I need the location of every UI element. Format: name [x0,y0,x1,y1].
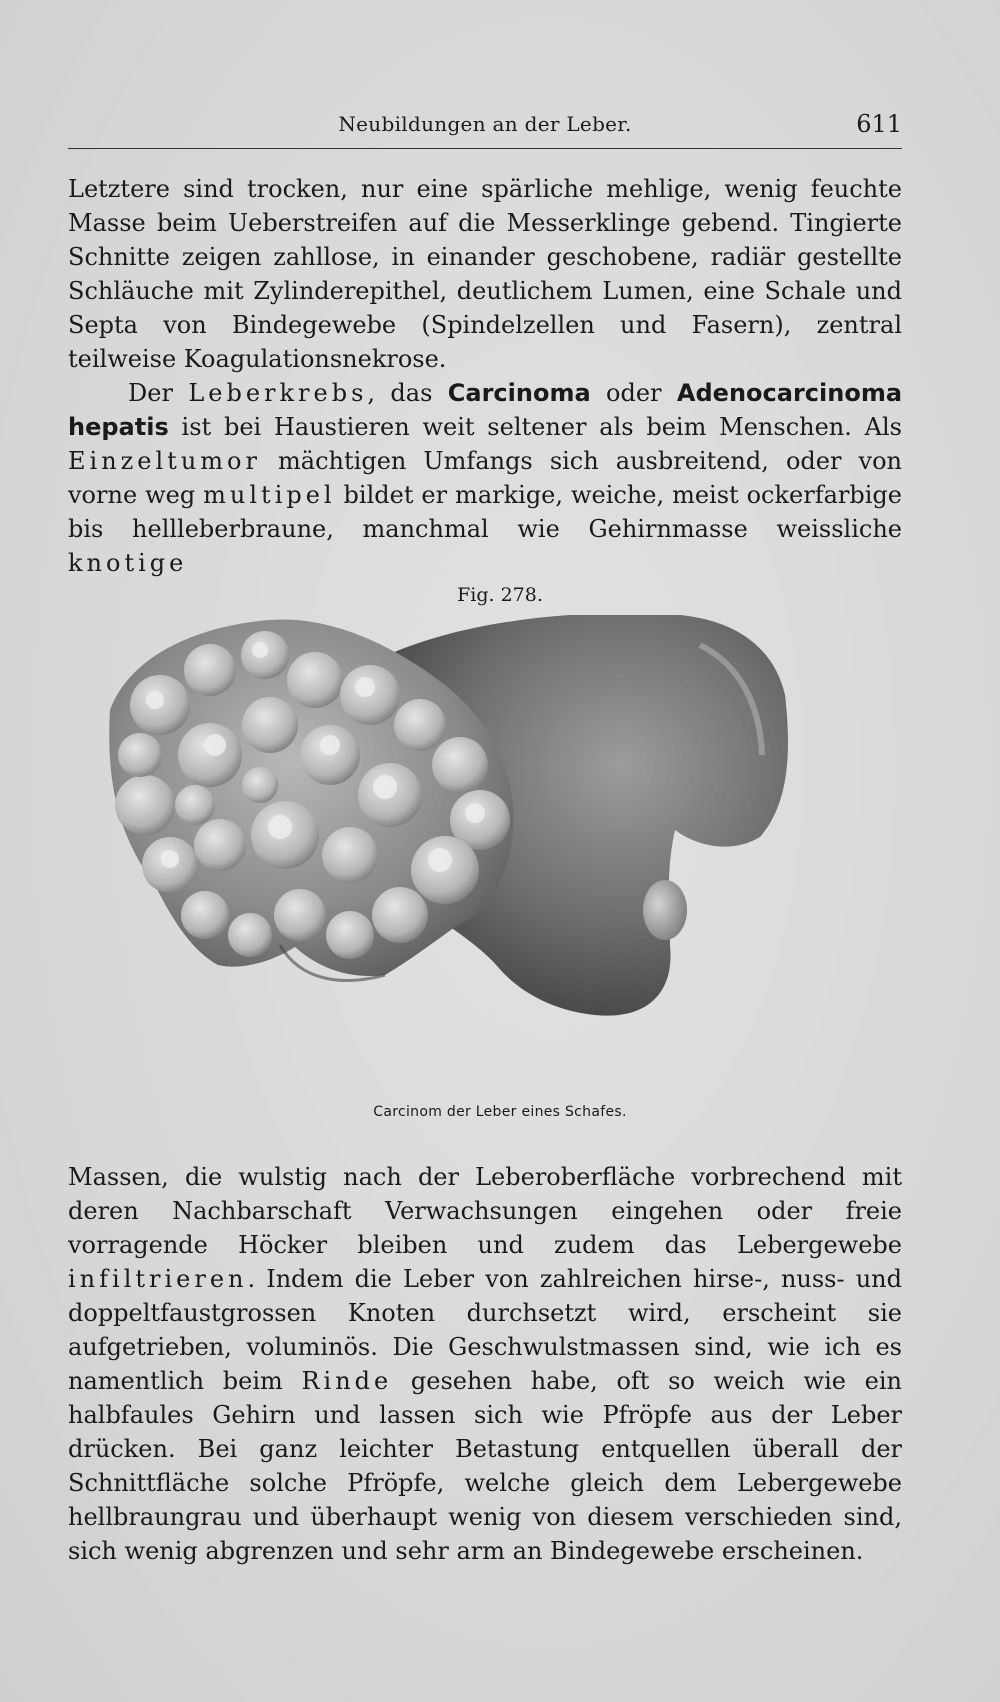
term-carcinoma: Carcinoma [447,379,591,407]
term-knotige: knotige [68,549,188,577]
figure-label: Fig. 278. [457,584,543,606]
p3-text-a: Massen, die wulstig nach der Leberoberfläche vorbrechend mit deren Nachbarschaft Verwachsungen eingehen oder freie vorragende Höcker bleiben und zudem das Lebergewebe [68,1163,902,1259]
running-title: Neubildungen an der Leber. [338,112,632,136]
page-header [68,112,902,149]
term-leberkrebs: Leberkrebs [188,379,368,407]
figure-caption: Carcinom der Leber eines Schafes. [373,1104,627,1120]
gallbladder [643,880,687,940]
text-block-bottom [68,1160,902,1568]
term-infiltrieren: infiltrieren [68,1265,248,1293]
term-multipel: multipel [203,481,336,509]
page-number: 611 [856,110,902,138]
p2-text-a: Der [128,379,189,407]
paragraph-2 [68,376,902,580]
term-adenocarcinoma: Adenocarcinoma hepatis [68,379,903,441]
term-rinde: Rinde [301,1367,393,1395]
paragraph-1: Letztere sind trocken, nur eine spärliche mehlige, wenig feuchte Masse beim Ueberstreifen auf die Messerklinge gebend. Tingierte Schnitte zeigen zahllose, in einander geschobene, radiär gestellte Schläuche mit Zylinderepithel, deutlichem Lumen, eine Schale und Septa von Bindegewebe (Spindelzellen und Fasern), zentral teilweise Koagulationsnekrose. [68,175,902,373]
liver-illustration [100,615,860,1095]
p2-text-e: mächtigen Umfangs sich ausbreitend, oder von vorne weg [68,447,902,509]
p2-text-b: , das [367,379,448,407]
p3-text-b: . Indem die Leber von zahlreichen hirse-, nuss- und doppeltfaustgrossen Knoten durchsetzt wird, erscheint sie aufgetrieben, voluminös. Die Geschwulstmassen sind, wie ich es namentlich beim [68,1265,902,1395]
p2-text-f: bildet er markige, weiche, meist ockerfarbige bis hellleberbraune, manchmal wie Gehirnmasse weissliche [68,481,902,543]
p2-text-d: ist bei Haustieren weit seltener als beim Menschen. Als [168,413,902,441]
p3-text-c: gesehen habe, oft so weich wie ein halbfaules Gehirn und lassen sich wie Pfröpfe aus der Leber drücken. Bei ganz leichter Betastung entquellen überall der Schnittfläche solche Pfröpfe, welche gleich dem Lebergewebe hellbraungrau und überhaupt wenig von diesem verschieden sind, sich wenig abgrenzen und sehr arm an Bindegewebe erscheinen. [68,1367,902,1565]
p2-text-c: oder [590,379,677,407]
text-block-top [68,172,902,580]
paragraph-3 [68,1160,902,1568]
term-einzeltumor: Einzeltumor [68,447,261,475]
